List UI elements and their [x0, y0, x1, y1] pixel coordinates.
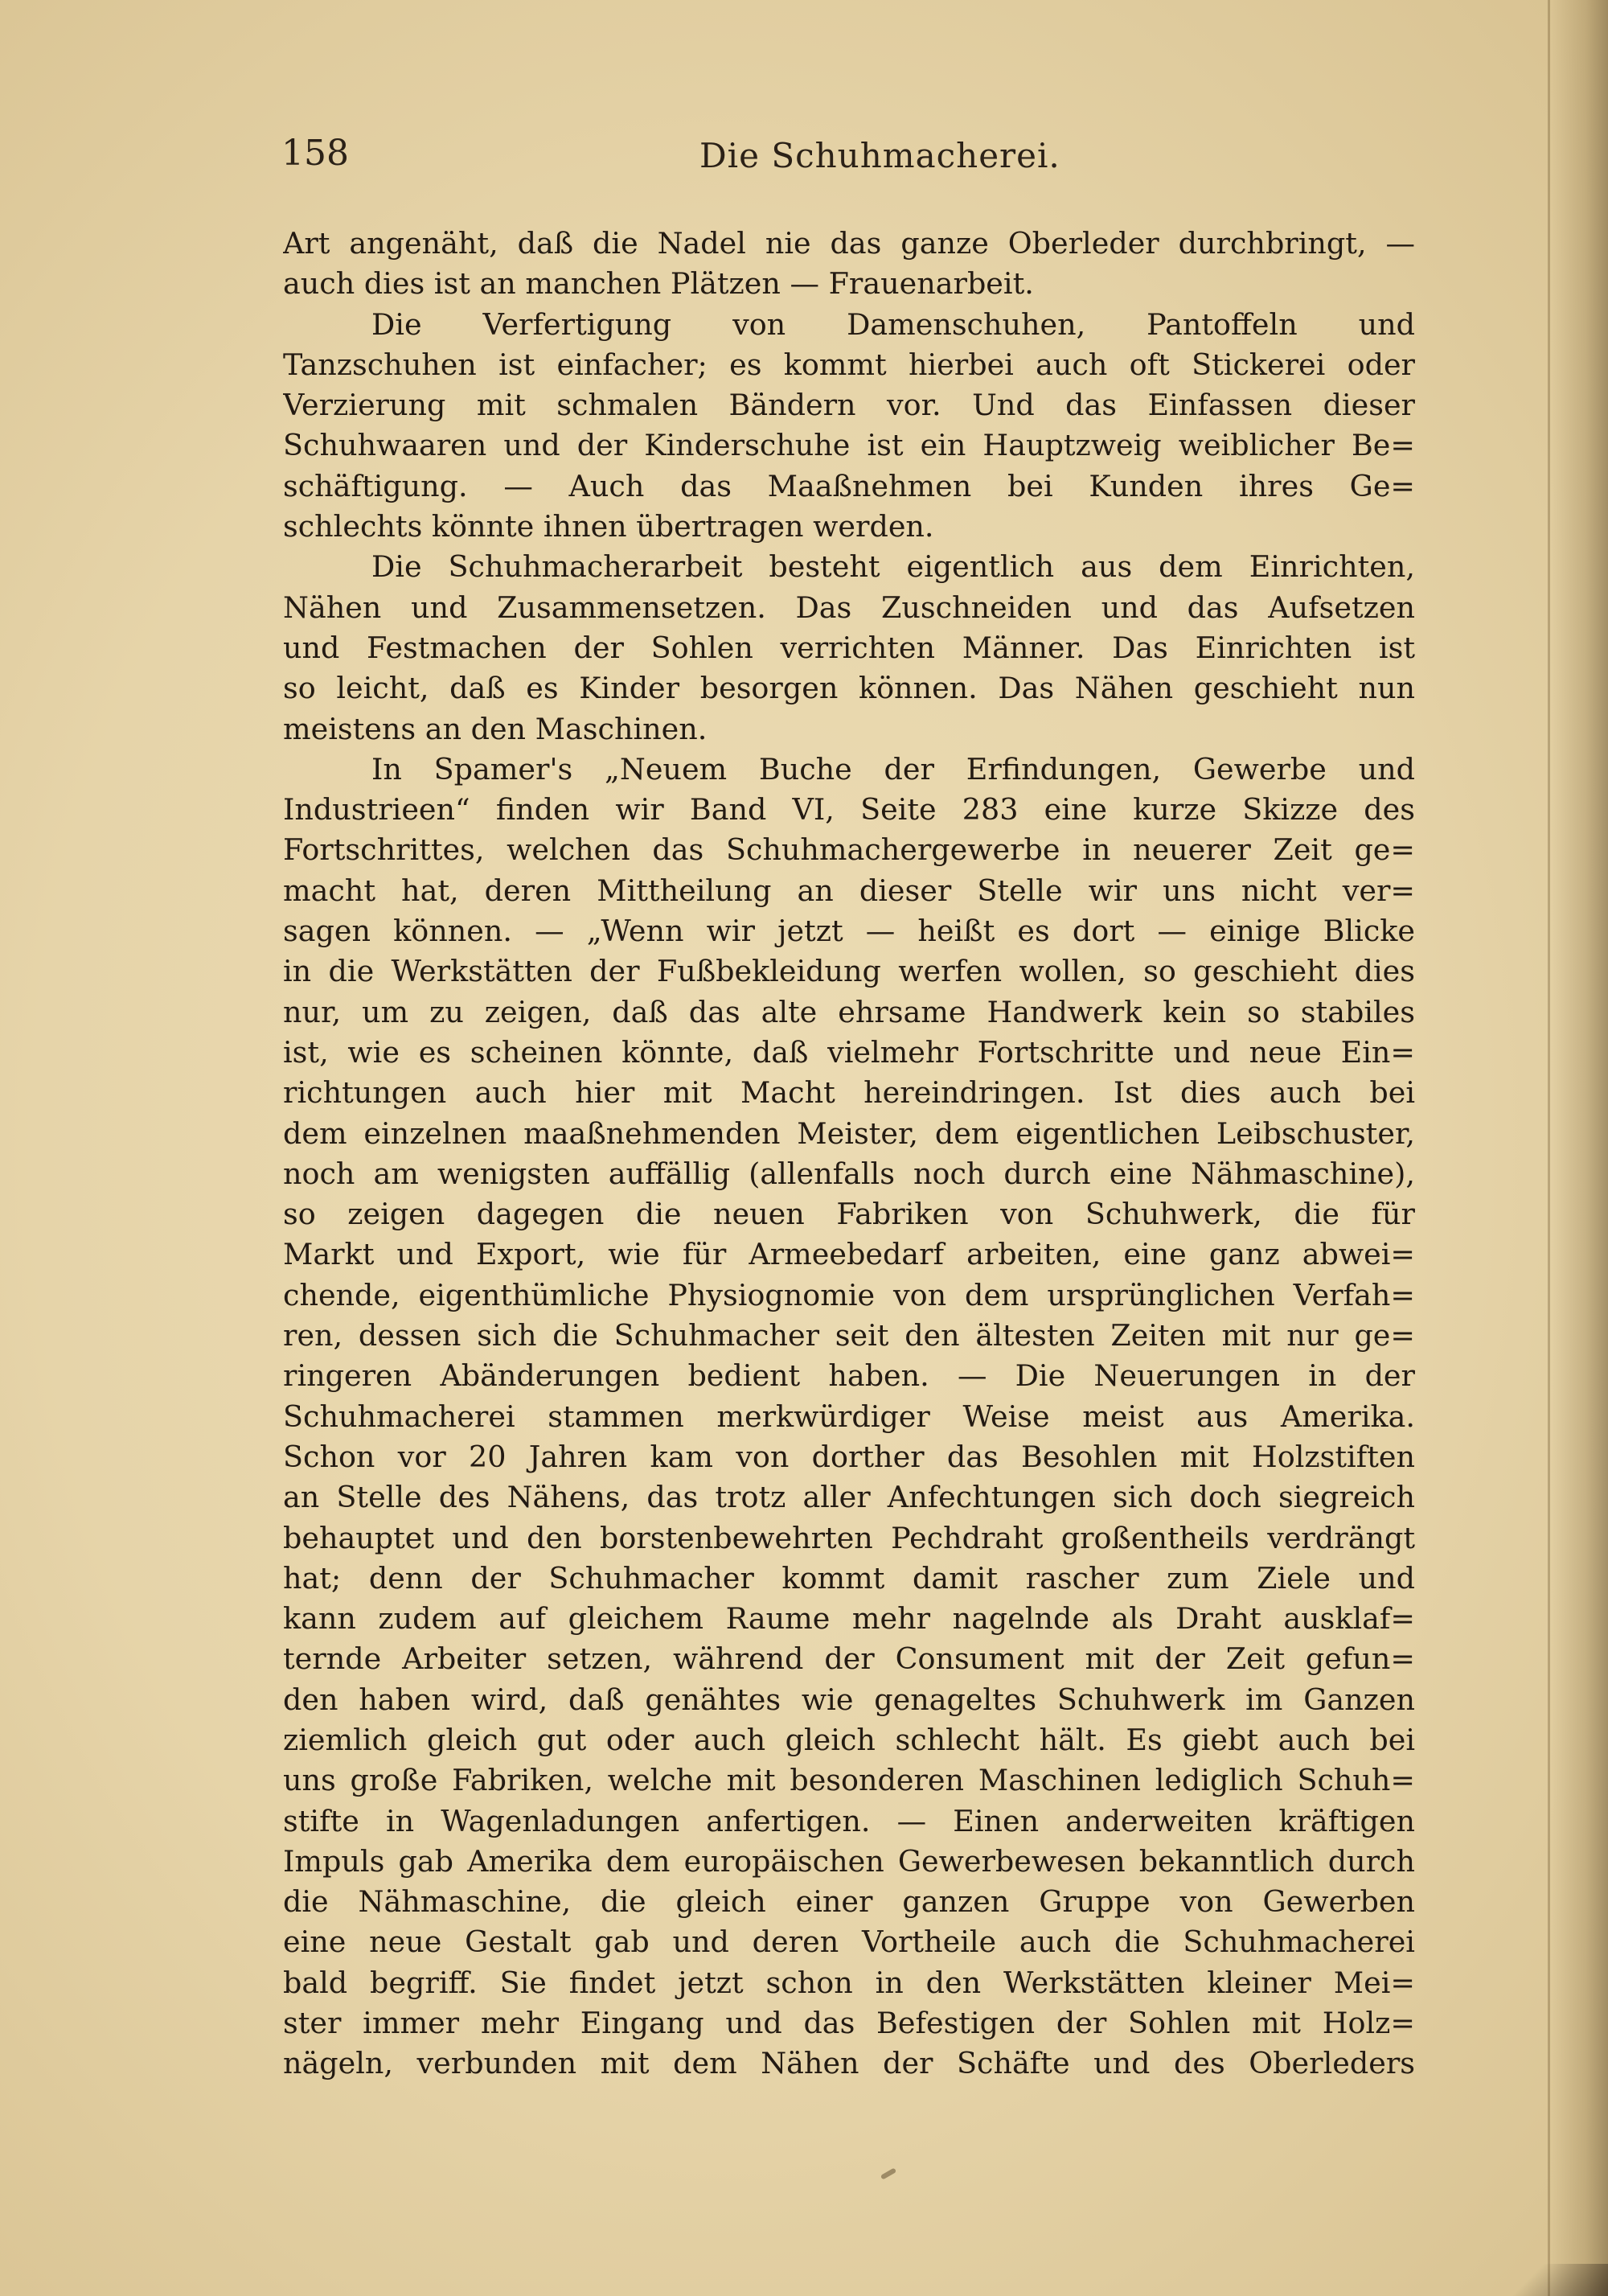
text-line: bald begriff. Sie findet jetzt schon in den Werkstätten kleiner Mei= — [283, 1965, 1415, 2000]
text-line: auch dies ist an manchen Plätzen — Frauenarbeit. — [283, 266, 1034, 302]
text-line: eine neue Gestalt gab und deren Vortheile auch die Schuhmacherei — [283, 1924, 1415, 1960]
text-line: stifte in Wagenladungen anfertigen. — Einen anderweiten kräftigen — [283, 1803, 1415, 1838]
text-line: und Festmachen der Sohlen verrichten Männer. Das Einrichten ist — [283, 630, 1415, 665]
text-line: ren, dessen sich die Schuhmacher seit den ältesten Zeiten mit nur ge= — [283, 1318, 1415, 1353]
text-line: schlechts könnte ihnen übertragen werden. — [283, 509, 934, 544]
text-line: Die Verfertigung von Damenschuhen, Pantoffeln und — [371, 306, 1415, 342]
text-line: macht hat, deren Mittheilung an dieser Stelle wir uns nicht ver= — [283, 873, 1415, 908]
text-line: Fortschrittes, welchen das Schuhmachergewerbe in neuerer Zeit ge= — [283, 832, 1415, 868]
gutter-shadow — [1552, 0, 1608, 2296]
text-line: so zeigen dagegen die neuen Fabriken von Schuhwerk, die für — [283, 1197, 1415, 1232]
text-line: nägeln, verbunden mit dem Nähen der Schäfte und des Oberleders — [283, 2046, 1415, 2081]
text-line: ster immer mehr Eingang und das Befestigen der Sohlen mit Holz= — [283, 2006, 1415, 2041]
text-line: Schuhwaaren und der Kinderschuhe ist ein Hauptzweig weiblicher Be= — [283, 428, 1415, 463]
text-line: Schon vor 20 Jahren kam von dorther das Besohlen mit Holzstiften — [283, 1439, 1415, 1474]
text-line: Industrieen“ finden wir Band VI, Seite 283 eine kurze Skizze des — [283, 792, 1415, 828]
text-line: meistens an den Maschinen. — [283, 711, 708, 746]
text-line: schäftigung. — Auch das Maaßnehmen bei Kunden ihres Ge= — [283, 468, 1415, 503]
text-line: In Spamer's „Neuem Buche der Erfindungen, Gewerbe und — [371, 751, 1415, 787]
page-header — [281, 133, 1415, 181]
text-line: ringeren Abänderungen bedient haben. — Die Neuerungen in der — [283, 1358, 1415, 1394]
text-line: kann zudem auf gleichem Raume mehr nagelnde als Draht ausklaf= — [283, 1601, 1415, 1637]
ink-smudge — [880, 2167, 896, 2179]
text-line: ternde Arbeiter setzen, während der Consument mit der Zeit gefun= — [283, 1641, 1415, 1677]
text-line: den haben wird, daß genähtes wie genageltes Schuhwerk im Ganzen — [283, 1682, 1415, 1717]
text-line: hat; denn der Schuhmacher kommt damit rascher zum Ziele und — [283, 1560, 1415, 1596]
text-line: behauptet und den borstenbewehrten Pechdraht großentheils verdrängt — [283, 1520, 1415, 1555]
text-line: Verzierung mit schmalen Bändern vor. Und das Einfassen dieser — [283, 388, 1415, 423]
text-line: Tanzschuhen ist einfacher; es kommt hierbei auch oft Stickerei oder — [283, 347, 1415, 382]
text-line: sagen können. — „Wenn wir jetzt — heißt es dort — einige Blicke — [283, 914, 1415, 949]
text-line: an Stelle des Nähens, das trotz aller Anfechtungen sich doch siegreich — [283, 1480, 1415, 1515]
text-line: chende, eigenthümliche Physiognomie von dem ursprünglichen Verfah= — [283, 1277, 1415, 1312]
page-number: 158 — [281, 133, 349, 174]
text-line: Nähen und Zusammensetzen. Das Zuschneiden und das Aufsetzen — [283, 589, 1415, 625]
running-head: Die Schuhmacherei. — [699, 136, 1060, 175]
text-line: dem einzelnen maaßnehmenden Meister, dem eigentlichen Leibschuster, — [283, 1115, 1415, 1151]
text-line: ist, wie es scheinen könnte, daß vielmehr Fortschritte und neue Ein= — [283, 1034, 1415, 1070]
corner-wear — [1479, 2264, 1608, 2296]
text-line: Die Schuhmacherarbeit besteht eigentlich aus dem Einrichten, — [371, 549, 1415, 585]
text-line: noch am wenigsten auffällig (allenfalls noch durch eine Nähmaschine), — [283, 1156, 1415, 1191]
text-line: Markt und Export, wie für Armeebedarf arbeiten, eine ganz abwei= — [283, 1237, 1415, 1272]
text-line: die Nähmaschine, die gleich einer ganzen Gruppe von Gewerben — [283, 1884, 1415, 1920]
text-line: Art angenäht, daß die Nadel nie das ganze Oberleder durchbringt, — — [283, 226, 1415, 261]
text-line: richtungen auch hier mit Macht hereindringen. Ist dies auch bei — [283, 1075, 1415, 1111]
text-line: so leicht, daß es Kinder besorgen können. Das Nähen geschieht nun — [283, 671, 1415, 706]
body-text — [283, 224, 1415, 2084]
text-line: ziemlich gleich gut oder auch gleich schlecht hält. Es giebt auch bei — [283, 1722, 1415, 1757]
text-line: Impuls gab Amerika dem europäischen Gewerbewesen bekanntlich durch — [283, 1843, 1415, 1879]
text-line: uns große Fabriken, welche mit besonderen Maschinen lediglich Schuh= — [283, 1763, 1415, 1798]
text-line: Schuhmacherei stammen merkwürdiger Weise meist aus Amerika. — [283, 1399, 1415, 1434]
page-edge — [1548, 0, 1550, 2296]
text-line: in die Werkstätten der Fußbekleidung werfen wollen, so geschieht dies — [283, 954, 1415, 989]
text-line: nur, um zu zeigen, daß das alte ehrsame Handwerk kein so stabiles — [283, 994, 1415, 1029]
